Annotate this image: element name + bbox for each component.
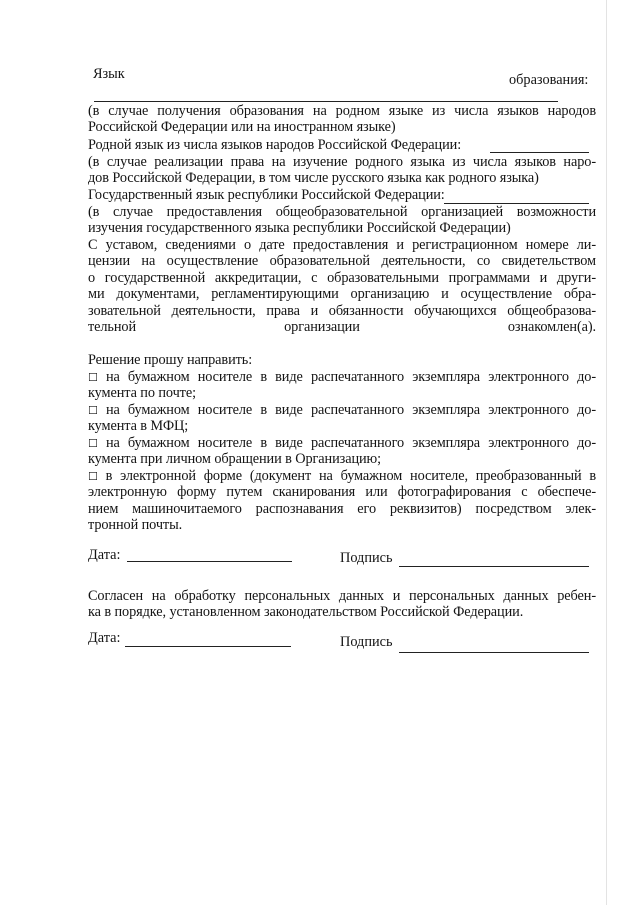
date-field-2[interactable] bbox=[125, 646, 291, 647]
line-13: зовательной деятельности, права и обязанности обучающихся общеобразова- bbox=[88, 303, 596, 319]
line-6: Государственный язык республики Российской Федерации: bbox=[88, 187, 445, 203]
consent-line2: ка в порядке, установленном законодательством Российской Федерации. bbox=[88, 604, 524, 620]
line-1: (в случае получения образования на родном языке из числа языков народов bbox=[88, 103, 596, 119]
language-blank-line[interactable] bbox=[94, 101, 558, 102]
line-14: тельной организации ознакомлен(а). bbox=[88, 319, 596, 335]
signature-field-1[interactable] bbox=[399, 566, 589, 567]
line-2: Российской Федерации или на иностранном языке) bbox=[88, 119, 396, 135]
date-label: Дата: bbox=[88, 630, 121, 646]
line-16: Решение прошу направить: bbox=[88, 352, 253, 368]
option-mail-line1: на бумажном носителе в виде распечатанного экземпляра электронного до- bbox=[105, 369, 596, 385]
signature-label: Подпись bbox=[340, 550, 393, 566]
option-mfc-line2: кумента в МФЦ; bbox=[88, 418, 189, 434]
line-4: (в случае реализации права на изучение родного языка из числа языков наро- bbox=[88, 154, 596, 170]
option-personal[interactable] bbox=[88, 435, 596, 452]
date-field-1[interactable] bbox=[127, 561, 292, 562]
option-mail[interactable] bbox=[88, 369, 596, 386]
option-email[interactable] bbox=[88, 468, 596, 485]
checkbox-icon[interactable]: ☐ bbox=[88, 437, 98, 450]
line-12: ми документами, регламентирующими организацию и осуществление обра- bbox=[88, 286, 596, 302]
option-email-line1: в электронной форме (документ на бумажном носителе, преобразованный в bbox=[105, 468, 596, 484]
checkbox-icon[interactable]: ☐ bbox=[88, 404, 98, 417]
page-edge bbox=[606, 0, 607, 905]
option-mfc-line1: на бумажном носителе в виде распечатанного экземпляра электронного до- bbox=[105, 402, 596, 418]
line-10: цензии на осуществление образовательной деятельности, со свидетельством bbox=[88, 253, 596, 269]
option-email-line4: тронной почты. bbox=[88, 517, 183, 533]
line-8: изучения государственного языка республики Российской Федерации) bbox=[88, 220, 511, 236]
checkbox-icon[interactable]: ☐ bbox=[88, 470, 98, 483]
option-mail-line2: кумента по почте; bbox=[88, 385, 196, 401]
option-mfc[interactable] bbox=[88, 402, 596, 419]
signature-field-2[interactable] bbox=[399, 652, 589, 653]
line-9: С уставом, сведениями о дате предоставления и регистрационном номере ли- bbox=[88, 237, 596, 253]
option-email-line2: электронную форму путем сканирования или фотографирования с обеспече- bbox=[88, 484, 596, 500]
line-7: (в случае предоставления общеобразовательной организацией возможности bbox=[88, 204, 596, 220]
consent-line1: Согласен на обработку персональных данных и персональных данных ребен- bbox=[88, 588, 596, 604]
label-language: Язык bbox=[93, 66, 125, 82]
label-education: образования: bbox=[509, 72, 589, 88]
native-language-blank-line[interactable] bbox=[490, 152, 589, 153]
option-personal-line2: кумента при личном обращении в Организацию; bbox=[88, 451, 381, 467]
line-5: дов Российской Федерации, в том числе русского языка как родного языка) bbox=[88, 170, 539, 186]
checkbox-icon[interactable]: ☐ bbox=[88, 371, 98, 384]
option-personal-line1: на бумажном носителе в виде распечатанного экземпляра электронного до- bbox=[105, 435, 596, 451]
date-label: Дата: bbox=[88, 547, 121, 563]
line-11: о государственной аккредитации, с образовательными программами и други- bbox=[88, 270, 596, 286]
line-3: Родной язык из числа языков народов Российской Федерации: bbox=[88, 137, 462, 153]
signature-label: Подпись bbox=[340, 634, 393, 650]
option-email-line3: нием машиночитаемого распознавания его реквизитов) посредством элек- bbox=[88, 501, 596, 517]
